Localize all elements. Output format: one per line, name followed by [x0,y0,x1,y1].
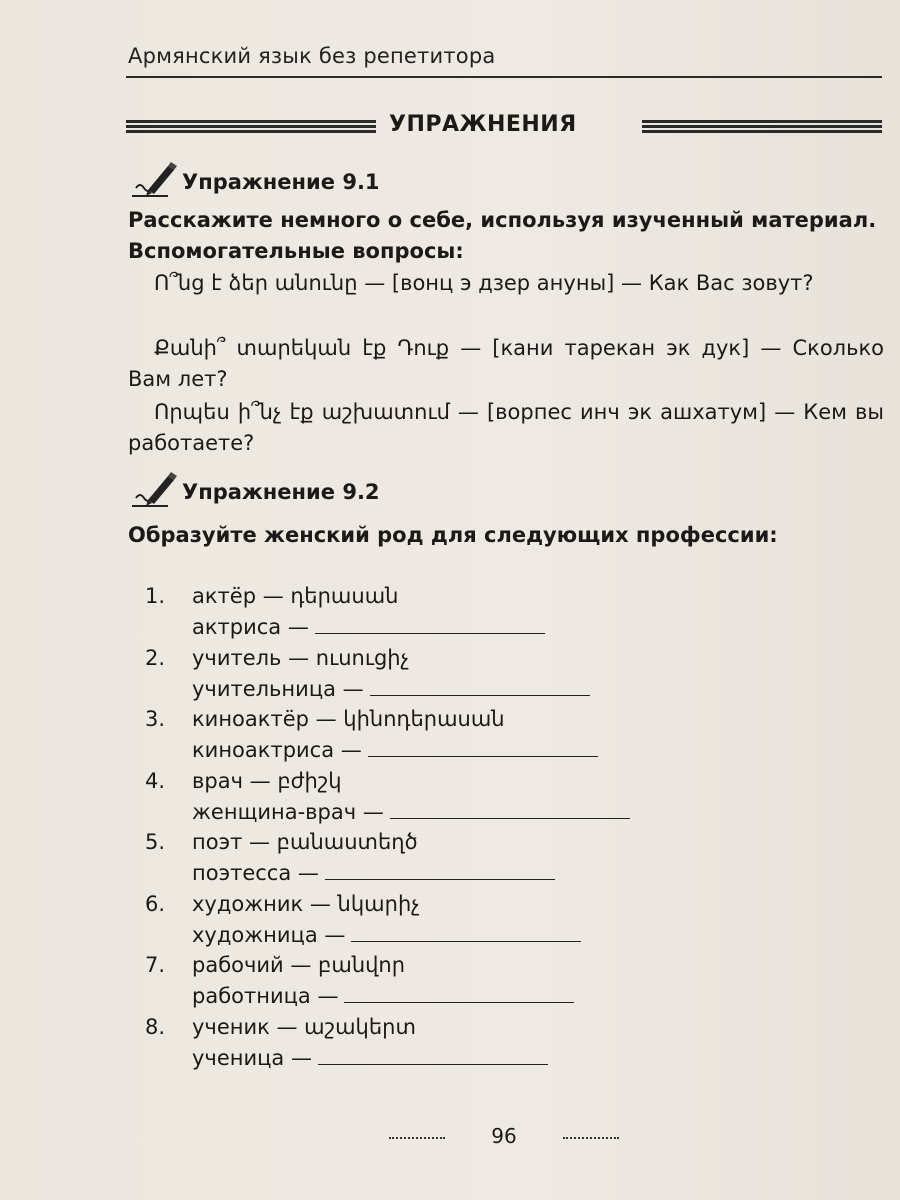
question-paragraph: Որպես ի՞նչ էք աշխատում — [ворпес инч эк ашхатум] — Кем вы работаете? [128,400,884,455]
list-item-word: врач — բժիշկ [192,768,342,793]
list-item-feminine-label: киноактриса — [192,738,362,762]
page-number: 96 [491,1124,517,1148]
answer-blank[interactable] [325,861,555,880]
answer-blank[interactable] [370,677,590,696]
exercise-task: Расскажите немного о себе, используя изученный материал. Вспомогательные вопросы: [128,208,877,263]
list-item-feminine-label: художница — [192,922,346,947]
pen-icon [128,470,178,510]
running-head: Армянский язык без репетитора [128,44,496,68]
list-item-feminine-label: поэтесса — [192,861,319,885]
list-item-number: 6. [145,891,166,916]
heading-rule-right [642,120,882,134]
page-footer [386,1124,622,1148]
exercise-task: Образуйте женский род для следующих профессии: [128,523,778,547]
list-item-answer-row [192,1046,548,1070]
answer-blank[interactable] [318,1046,548,1065]
question-paragraph: Ո՞նց է ձեր անունը — [вонц э дзер ануны] — Как Вас зовут? [154,271,814,295]
exercise-title: Упражнение 9.2 [182,480,380,504]
header-rule [126,76,882,78]
footer-dots-right [563,1137,619,1139]
list-item-feminine-label: ученица — [192,1045,312,1070]
list-item-feminine-label: учительница — [192,676,364,701]
exercise-title: Упражнение 9.1 [182,170,380,194]
list-item-answer-row [192,984,574,1008]
list-item-number: 1. [145,584,166,608]
list-item-word: актёр — դերասան [192,584,399,608]
list-item-word: ученик — աշակերտ [192,1014,416,1039]
list-item-word: киноактёр — կինոդերասան [192,707,505,731]
list-item-word: поэт — բանաստեղծ [192,830,418,854]
answer-blank[interactable] [351,923,581,942]
list-item-word: учитель — ուսուցիչ [192,645,410,670]
list-item-feminine-label: работница — [192,984,339,1008]
list-item-word: рабочий — բանվոր [192,953,406,977]
answer-blank[interactable] [390,800,630,819]
list-item-number: 4. [145,768,166,793]
answer-blank[interactable] [368,738,598,757]
answer-blank[interactable] [315,615,545,634]
heading-rule-left [126,120,376,134]
list-item-number: 2. [145,645,166,670]
list-item-number: 5. [145,830,166,854]
list-item-answer-row [192,738,598,762]
list-item-answer-row [192,615,545,639]
section-title: УПРАЖНЕНИЯ [389,112,577,137]
list-item-answer-row [192,923,581,947]
section-heading [126,112,882,142]
list-item-word: художник — նկարիչ [192,891,420,916]
question-paragraph: Քանի՞ տարեկան էք Դուք — [кани тарекан эк дук] — Сколько Вам лет? [128,336,884,391]
pen-icon [128,160,178,200]
list-item-answer-row [192,800,630,824]
list-item-number: 3. [145,707,166,731]
list-item-number: 8. [145,1014,166,1039]
list-item-feminine-label: актриса — [192,615,309,639]
footer-dots-left [389,1137,445,1139]
answer-blank[interactable] [344,984,574,1003]
list-item-answer-row [192,677,590,701]
list-item-answer-row [192,861,555,885]
list-item-feminine-label: женщина-врач — [192,799,384,824]
list-item-number: 7. [145,953,166,977]
